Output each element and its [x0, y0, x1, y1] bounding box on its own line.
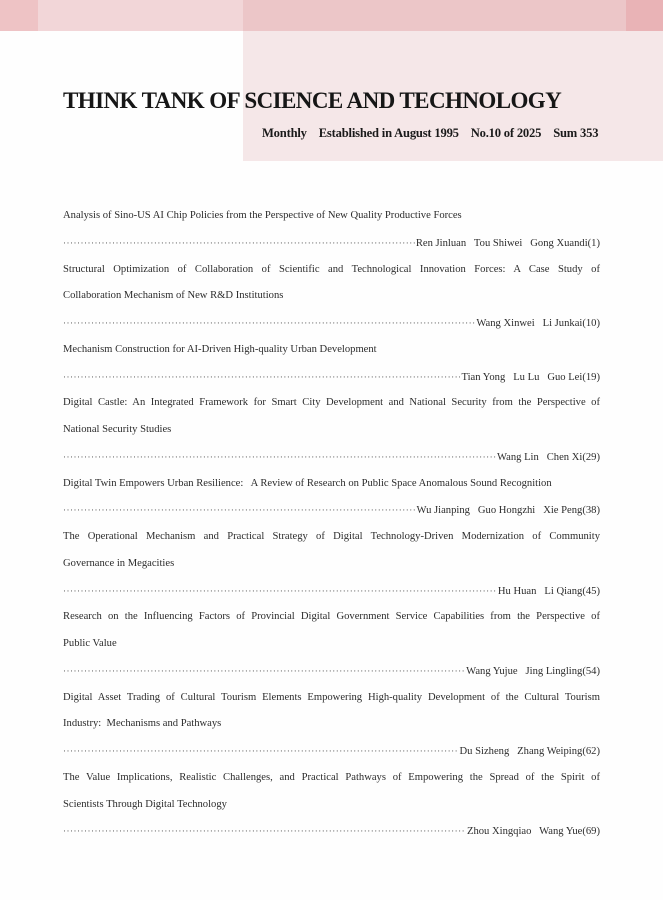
- dot-leader: [63, 738, 459, 765]
- page-number: (54): [582, 665, 600, 677]
- page-number: (69): [582, 826, 600, 838]
- authors: Wang Xinwei Li Junkai: [476, 318, 583, 329]
- authors: Zhou Xingqiao Wang Yue: [466, 826, 583, 838]
- page-number: (38): [582, 505, 600, 517]
- dot-leader: [63, 578, 497, 605]
- page-number: (29): [582, 451, 600, 463]
- authors: Wang Lin Chen Xi: [496, 451, 583, 463]
- page-number: (1): [587, 237, 600, 249]
- toc-entry-title[interactable]: The Operational Mechanism and Practical Strategy of Digital Technology-Driven Modernization of Community: [63, 531, 600, 542]
- toc-entry-authors[interactable]: [63, 658, 600, 685]
- dot-leader: [63, 497, 416, 524]
- toc-entry-authors[interactable]: [63, 818, 600, 845]
- journal-title: THINK TANK OF SCIENCE AND TECHNOLOGY: [63, 88, 562, 114]
- authors: Wang Yujue Jing Lingling: [466, 665, 583, 677]
- toc-entry-title-cont[interactable]: Governance in Megacities: [63, 557, 175, 569]
- page-number: (45): [582, 585, 600, 597]
- toc-entry-authors[interactable]: [63, 364, 600, 391]
- toc-entry-title[interactable]: Structural Optimization of Collaboration of Scientific and Technological Innovation Forces: A Case Study of: [63, 263, 600, 275]
- page-number: (19): [582, 371, 600, 383]
- issue-info: [262, 126, 598, 141]
- toc-entry-title[interactable]: Analysis of Sino-US AI Chip Policies from the Perspective of New Quality Productive Forces: [63, 210, 462, 221]
- toc-entry-authors[interactable]: [63, 444, 600, 471]
- header-band-right: [626, 0, 663, 31]
- frequency: Monthly: [262, 126, 307, 140]
- established: Established in August 1995: [318, 126, 459, 140]
- toc-entry-title-cont[interactable]: Scientists Through Digital Technology: [63, 798, 227, 810]
- toc-entry-authors[interactable]: [63, 578, 600, 605]
- toc-entry-authors[interactable]: [63, 230, 600, 257]
- toc-entry-title[interactable]: Research on the Influencing Factors of Provincial Digital Government Service Capabilities from the Perspective of: [63, 611, 600, 623]
- dot-leader: [63, 364, 460, 391]
- header-band-left: [0, 0, 38, 31]
- authors: Du Sizheng Zhang Weiping: [459, 746, 583, 757]
- header-band-mid-light: [38, 0, 243, 31]
- authors: Ren Jinluan Tou Shiwei Gong Xuandi: [415, 237, 588, 249]
- toc-entry-title[interactable]: The Value Implications, Realistic Challenges, and Practical Pathways of Empowering the Spread of the Spirit of: [63, 771, 600, 783]
- toc-entry-title[interactable]: Digital Twin Empowers Urban Resilience: A Review of Research on Public Space Anomalous Sound Recognition: [63, 477, 552, 489]
- sum-number: Sum 353: [553, 126, 599, 140]
- dot-leader: [63, 658, 465, 685]
- toc-entry-authors[interactable]: [63, 738, 600, 765]
- toc-entry-title-cont[interactable]: National Security Studies: [63, 424, 172, 435]
- authors: Tian Yong Lu Lu Guo Lei: [461, 371, 583, 383]
- page-number: (10): [582, 318, 600, 329]
- dot-leader: [63, 444, 496, 471]
- toc-entry-authors[interactable]: [63, 497, 600, 524]
- dot-leader: [63, 818, 466, 845]
- dot-leader: [63, 310, 475, 337]
- toc-entry-title[interactable]: Digital Asset Trading of Cultural Tourism Elements Empowering High-quality Development of the Cultural Tourism: [63, 691, 600, 703]
- authors: Wu Jianping Guo Hongzhi Xie Peng: [416, 505, 583, 517]
- toc-entry-title[interactable]: Mechanism Construction for AI-Driven High-quality Urban Development: [63, 343, 377, 355]
- toc-entry-authors[interactable]: [63, 310, 600, 337]
- issue-number: No.10 of 2025: [470, 126, 542, 140]
- authors: Hu Huan Li Qiang: [497, 585, 583, 597]
- toc-entry-title-cont[interactable]: Industry: Mechanisms and Pathways: [63, 718, 222, 730]
- page-number: (62): [582, 746, 600, 757]
- toc-entry-title-cont[interactable]: Collaboration Mechanism of New R&D Institutions: [63, 290, 284, 302]
- toc-entry-title[interactable]: Digital Castle: An Integrated Framework for Smart City Development and National Security from the Perspective of: [63, 397, 600, 409]
- toc-entry-title-cont[interactable]: Public Value: [63, 638, 117, 649]
- table-of-contents: [63, 203, 600, 845]
- header-band-mid: [243, 0, 626, 31]
- dot-leader: [63, 230, 415, 257]
